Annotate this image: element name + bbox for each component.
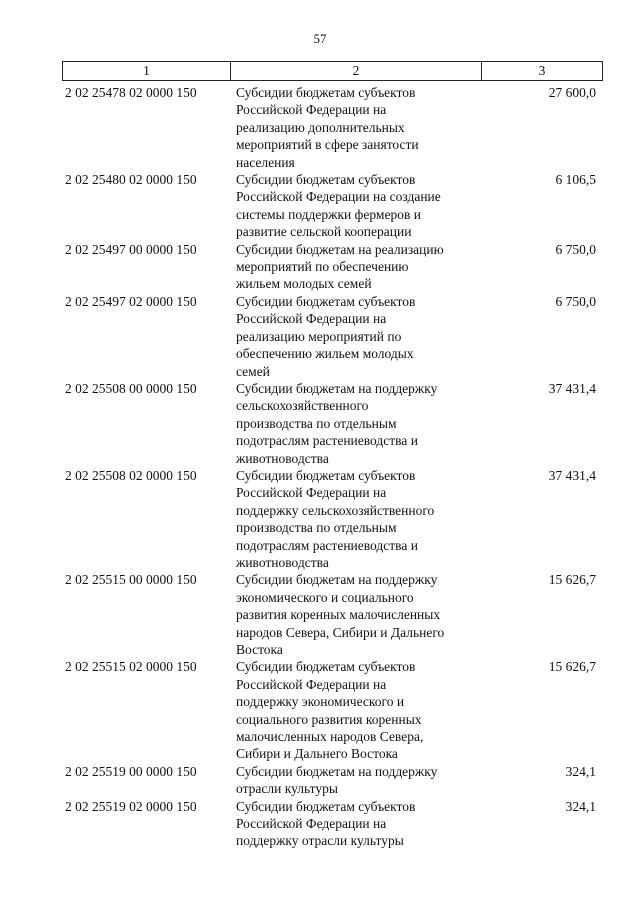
amount: 15 626,7 — [548, 659, 596, 675]
table-body — [62, 84, 603, 850]
budget-code: 2 02 25515 00 0000 150 — [65, 572, 197, 588]
table-row — [62, 467, 603, 571]
amount: 37 431,4 — [548, 467, 596, 483]
column-header-2: 2 — [231, 62, 482, 80]
page-number: 57 — [313, 31, 327, 46]
budget-code: 2 02 25515 02 0000 150 — [65, 659, 197, 675]
amount: 324,1 — [565, 763, 596, 779]
table-row — [62, 241, 603, 293]
budget-code: 2 02 25480 02 0000 150 — [65, 172, 197, 188]
table-row — [62, 658, 603, 762]
amount: 6 750,0 — [555, 241, 596, 257]
column-header-3: 3 — [538, 63, 546, 78]
budget-code: 2 02 25497 00 0000 150 — [65, 241, 197, 257]
income-name: Субсидии бюджетам субъектов Российской Федерации на реализацию дополнительных мероприятий в сфере занятости населения — [236, 85, 419, 170]
table-row — [62, 571, 603, 658]
table-row — [62, 84, 603, 171]
income-name: Субсидии бюджетам субъектов Российской Федерации на поддержку отрасли культуры — [236, 798, 416, 849]
table-row — [62, 293, 603, 380]
amount: 27 600,0 — [548, 85, 596, 100]
income-name: Субсидии бюджетам на поддержку экономического и социального развития коренных малочисленных народов Севера, Сибири и Дальнего Востока — [236, 572, 445, 657]
table-row — [62, 171, 603, 241]
income-name: Субсидии бюджетам на поддержку отрасли культуры — [236, 763, 438, 797]
income-name: Субсидии бюджетам субъектов Российской Федерации на поддержку экономического и социального развития коренных малочисленных народов Севера, Сибири и Дальнего Востока — [236, 659, 424, 762]
budget-code: 2 02 25519 00 0000 150 — [65, 763, 197, 779]
budget-code: 2 02 25508 00 0000 150 — [65, 380, 197, 396]
table-header — [62, 61, 603, 81]
amount: 324,1 — [565, 798, 596, 814]
amount: 37 431,4 — [548, 380, 596, 396]
budget-code: 2 02 25478 02 0000 150 — [65, 85, 197, 100]
table-row — [62, 763, 603, 798]
income-name: Субсидии бюджетам субъектов Российской Федерации на поддержку сельскохозяйственного производства по отдельным подотраслям растениеводства и животноводства — [236, 467, 435, 570]
income-name: Субсидии бюджетам на реализацию мероприятий по обеспечению жильем молодых семей — [236, 241, 444, 292]
amount: 15 626,7 — [548, 572, 596, 588]
income-name: Субсидии бюджетам субъектов Российской Федерации на создание системы поддержки фермеров и развитие сельской кооперации — [236, 172, 441, 240]
income-name: Субсидии бюджетам на поддержку сельскохозяйственного производства по отдельным подотраслям растениеводства и животноводства — [236, 380, 438, 466]
table-row — [62, 380, 603, 467]
table-row — [62, 798, 603, 850]
budget-code: 2 02 25508 02 0000 150 — [65, 467, 197, 483]
budget-code: 2 02 25497 02 0000 150 — [65, 293, 197, 309]
amount: 6 750,0 — [555, 293, 596, 309]
amount: 6 106,5 — [555, 172, 596, 188]
column-header-1: 1 — [63, 62, 231, 80]
budget-code: 2 02 25519 02 0000 150 — [65, 798, 197, 814]
income-name: Субсидии бюджетам субъектов Российской Федерации на реализацию мероприятий по обеспечению жильем молодых семей — [236, 293, 416, 379]
